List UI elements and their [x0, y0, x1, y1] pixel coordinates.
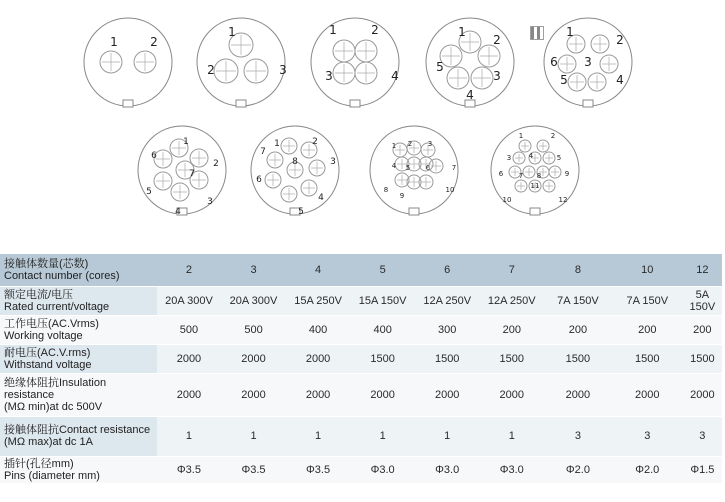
spec-label-cn: 绝缘体阻抗Insulation resistance	[4, 376, 107, 401]
pin-number-label: 2	[312, 137, 318, 147]
pin-number-label: 4	[528, 152, 534, 160]
pin-number-label: 1	[566, 25, 574, 39]
spec-label-cn: 接触体数量(芯数)	[4, 257, 89, 270]
spec-cell: 2000	[612, 373, 683, 416]
pin-number-label: 5	[436, 60, 444, 74]
pin-number-label: 1	[329, 23, 337, 37]
connector-pin	[458, 25, 481, 53]
spec-cell: 12A 250V	[415, 286, 480, 315]
connector-pin	[207, 59, 238, 83]
connector-pin	[507, 152, 525, 164]
pin-number-label: 10	[445, 186, 455, 194]
spec-cell: 7A 150V	[544, 286, 612, 315]
connector-pin	[537, 132, 555, 152]
pin-number-label: 12	[558, 196, 568, 204]
connector-pin	[478, 33, 501, 67]
spec-cell: 10	[612, 254, 683, 286]
pin-number-label: 2	[371, 23, 379, 37]
pin-number-label: 6	[425, 164, 431, 172]
connector-pin	[151, 150, 172, 168]
pin-number-label: 4	[318, 193, 324, 203]
pin-number-label: 3	[584, 55, 592, 69]
connector-pin	[471, 67, 501, 89]
pin-number-label: 3	[506, 154, 512, 162]
pin-number-label: 1	[274, 139, 280, 149]
spec-cell: Φ3.0	[415, 456, 480, 483]
spec-cell: 20A 300V	[157, 286, 222, 315]
spec-cell: Φ3.5	[286, 456, 351, 483]
connector-pin	[419, 175, 454, 194]
connector-pin	[190, 149, 219, 169]
pin-number-label: 8	[292, 157, 298, 167]
connector-pin	[421, 140, 435, 157]
spec-cell: 2000	[221, 373, 286, 416]
spec-label-en: Withstand voltage	[4, 358, 92, 371]
spec-cell: 7	[479, 254, 544, 286]
spec-cell: 5	[350, 254, 415, 286]
spec-cell: 12	[683, 254, 722, 286]
spec-cell: Φ3.5	[157, 456, 222, 483]
pin-number-label: 10	[502, 196, 512, 204]
spec-cell: 1500	[350, 344, 415, 373]
pin-number-label: 8	[383, 186, 389, 194]
connector-pin	[325, 62, 355, 84]
spec-row-label	[0, 286, 157, 315]
spec-cell: 6	[415, 254, 480, 286]
pin-number-label: 6	[151, 151, 157, 161]
connector-pin	[447, 67, 474, 102]
spec-cell: 12A 250V	[479, 286, 544, 315]
spec-cell: 1	[221, 416, 286, 456]
pin-number-label: 6	[550, 55, 558, 69]
pin-number-label: 8	[536, 172, 542, 180]
spec-cell: 2000	[350, 373, 415, 416]
pin-number-label: 5	[146, 187, 152, 197]
spec-row	[0, 254, 722, 286]
connector-pin	[134, 35, 158, 73]
spec-cell: 500	[221, 315, 286, 344]
connector-pin	[176, 161, 195, 179]
spec-cell: Φ2.0	[612, 456, 683, 483]
connector-pin	[519, 166, 535, 180]
connector-pin	[550, 55, 576, 73]
pin-number-label: 4	[616, 73, 624, 87]
pin-number-label: 1	[458, 25, 466, 39]
connector-key-notch	[123, 100, 133, 107]
pin-number-label: 5	[298, 207, 304, 217]
connector-pin	[529, 152, 541, 164]
spec-cell: 2000	[415, 373, 480, 416]
spec-label-cn: 接触体阻抗Contact resistance	[4, 424, 151, 436]
connector-pin	[100, 35, 122, 73]
pin-number-label: 9	[564, 170, 570, 178]
connector-pin	[274, 138, 297, 154]
connector-diagram	[370, 126, 458, 215]
connector-outline	[370, 126, 458, 214]
spec-cell: Φ1.5	[683, 456, 722, 483]
connector-pin	[529, 180, 541, 192]
pin-number-label: 1	[110, 35, 118, 49]
pin-number-label: 3	[207, 197, 213, 207]
pin-number-label: 7	[451, 164, 457, 172]
connector-pin	[519, 132, 531, 152]
connector-pin	[549, 166, 569, 178]
connector-pin	[301, 180, 324, 203]
spec-cell: Φ3.0	[350, 456, 415, 483]
pin-number-label: 4	[175, 207, 181, 217]
spec-row-label	[0, 315, 157, 344]
spec-cell: 2000	[286, 373, 351, 416]
spec-cell: 2000	[286, 344, 351, 373]
connector-pin	[400, 175, 421, 200]
spec-row	[0, 344, 722, 373]
spec-cell: 2000	[157, 373, 222, 416]
spec-row-label	[0, 254, 157, 286]
pin-number-label: 11	[530, 182, 540, 190]
pin-number-label: 2	[407, 140, 413, 148]
connector-diagram	[138, 126, 226, 217]
connector-pin	[392, 142, 407, 157]
pin-number-label: 3	[493, 69, 501, 83]
connector-pin	[228, 25, 253, 57]
pin-number-label: 7	[260, 147, 266, 157]
spec-row	[0, 373, 722, 416]
spec-cell: 200	[683, 315, 722, 344]
spec-label-en: Contact number (cores)	[4, 269, 120, 282]
spec-cell: 2000	[221, 344, 286, 373]
spec-cell: 1	[157, 416, 222, 456]
spec-cell: 2000	[157, 344, 222, 373]
pin-number-label: 1	[518, 132, 524, 140]
pin-number-label: 3	[330, 157, 336, 167]
pin-number-label: 7	[518, 172, 524, 180]
spec-cell: 2000	[479, 373, 544, 416]
pin-number-label: 1	[183, 137, 189, 147]
spec-cell: 400	[286, 315, 351, 344]
spec-row-label	[0, 373, 157, 416]
pin-number-label: 4	[466, 88, 474, 102]
spec-cell: Φ2.0	[544, 456, 612, 483]
spec-cell: 1500	[544, 344, 612, 373]
spec-cell: 4	[286, 254, 351, 286]
connector-pin	[560, 73, 586, 91]
spec-row	[0, 315, 722, 344]
spec-row	[0, 416, 722, 456]
spec-cell: 1	[286, 416, 351, 456]
spec-cell: 1500	[683, 344, 722, 373]
spec-cell: 15A 250V	[286, 286, 351, 315]
pin-number-label: 3	[427, 140, 433, 148]
connector-diagram	[426, 18, 514, 107]
spec-cell: 300	[415, 315, 480, 344]
connector-key-notch	[236, 100, 246, 107]
connector-outline	[311, 18, 399, 106]
connector-pin	[584, 55, 618, 73]
spec-label-en: Rated current/voltage	[4, 300, 110, 313]
spec-cell: Φ3.0	[479, 456, 544, 483]
spec-label-cn: 插针(孔径mm)	[4, 457, 74, 470]
spec-label-en: Pins (diameter mm)	[4, 469, 100, 482]
spec-cell: 3	[612, 416, 683, 456]
spec-row-label	[0, 416, 157, 456]
connector-pin	[146, 172, 172, 197]
spec-cell: 2	[157, 254, 222, 286]
connector-pin	[244, 59, 287, 83]
connector-outline	[197, 18, 285, 106]
pin-number-label: 9	[399, 192, 405, 200]
pin-number-label: 3	[325, 69, 333, 83]
spec-cell: 3	[544, 416, 612, 456]
pin-number-label: 6	[256, 175, 262, 185]
pin-number-label: 3	[279, 63, 287, 77]
connector-key-notch	[409, 208, 419, 215]
pin-number-label: 2	[150, 35, 158, 49]
pin-number-label: 6	[498, 170, 504, 178]
pin-number-label: 1	[391, 142, 397, 150]
connector-diagram	[197, 18, 287, 107]
spec-cell: 200	[479, 315, 544, 344]
connector-key-notch	[350, 100, 360, 107]
connector-pin	[537, 166, 549, 180]
pin-number-label: 5	[405, 164, 411, 172]
spec-cell: 200	[612, 315, 683, 344]
connector-pin	[407, 140, 421, 155]
spec-cell: 200	[544, 315, 612, 344]
connector-key-notch	[583, 100, 593, 107]
connector-pin	[355, 23, 379, 62]
spec-label-cn: 额定电流/电压	[4, 288, 74, 301]
spec-cell: 1	[415, 416, 480, 456]
spec-row-label	[0, 344, 157, 373]
connector-pin	[355, 62, 399, 84]
spec-cell: 15A 150V	[350, 286, 415, 315]
spec-cell: 1	[350, 416, 415, 456]
spec-label-cn: 工作电压(AC.Vrms)	[4, 317, 99, 330]
spec-cell: 3	[683, 416, 722, 456]
connector-pin	[170, 137, 189, 157]
connector-pin	[503, 180, 527, 204]
pin-number-label: 2	[493, 33, 501, 47]
pin-number-label: 4	[391, 162, 397, 170]
spec-cell: 400	[350, 315, 415, 344]
connector-pin	[329, 23, 355, 62]
spec-cell: 2000	[683, 373, 722, 416]
pin-number-label: 5	[560, 73, 568, 87]
pin-number-label: 2	[616, 33, 624, 47]
connector-pin	[566, 25, 585, 53]
pin-number-label: 5	[556, 154, 562, 162]
spec-label-en: Working voltage	[4, 329, 83, 342]
spec-row-label	[0, 456, 157, 483]
spec-label-en: (MΩ min)at dc 500V	[4, 400, 103, 413]
connector-pin	[591, 33, 624, 53]
spec-cell: 20A 300V	[221, 286, 286, 315]
spec-cell: 1500	[612, 344, 683, 373]
connector-pin-diagrams	[0, 0, 725, 250]
connector-diagram	[544, 18, 632, 107]
connector-pin	[260, 147, 283, 168]
connector-diagram	[251, 126, 339, 217]
spec-cell: 500	[157, 315, 222, 344]
spec-cell: 8	[544, 254, 612, 286]
spec-row	[0, 286, 722, 315]
connector-pin	[498, 166, 524, 180]
spec-cell: 1	[479, 416, 544, 456]
connector-pin	[588, 73, 624, 91]
connector-key-notch	[530, 208, 540, 215]
spec-label-en: (MΩ max)at dc 1A	[4, 436, 93, 448]
spec-cell: 5A 150V	[683, 286, 722, 315]
connector-diagram	[84, 18, 172, 107]
spec-label-cn: 耐电压(AC.V.rms)	[4, 346, 91, 359]
pin-number-label: 2	[550, 132, 556, 140]
connector-diagram	[311, 18, 399, 107]
spec-cell: Φ3.5	[221, 456, 286, 483]
connector-pin	[543, 152, 561, 164]
connector-pin	[429, 159, 456, 173]
pin-number-label: 2	[207, 63, 215, 77]
spec-cell: 3	[221, 254, 286, 286]
spec-table	[0, 254, 722, 484]
connector-pin	[384, 173, 409, 194]
spec-cell: 1500	[479, 344, 544, 373]
connector-pin	[287, 157, 303, 178]
spec-cell: 2000	[544, 373, 612, 416]
pin-number-label: 4	[391, 69, 399, 83]
spec-row	[0, 456, 722, 483]
pin-number-label: 2	[213, 159, 219, 169]
spec-cell: 1500	[415, 344, 480, 373]
pin-number-label: 7	[189, 169, 195, 179]
spec-cell: 7A 150V	[612, 286, 683, 315]
connector-diagram	[491, 126, 579, 215]
pin-number-label: 1	[228, 25, 236, 39]
connector-pin	[543, 180, 567, 204]
connector-outline	[84, 18, 172, 106]
connector-pin	[309, 157, 336, 176]
connector-pin	[301, 137, 318, 158]
connector-pin	[256, 172, 281, 188]
